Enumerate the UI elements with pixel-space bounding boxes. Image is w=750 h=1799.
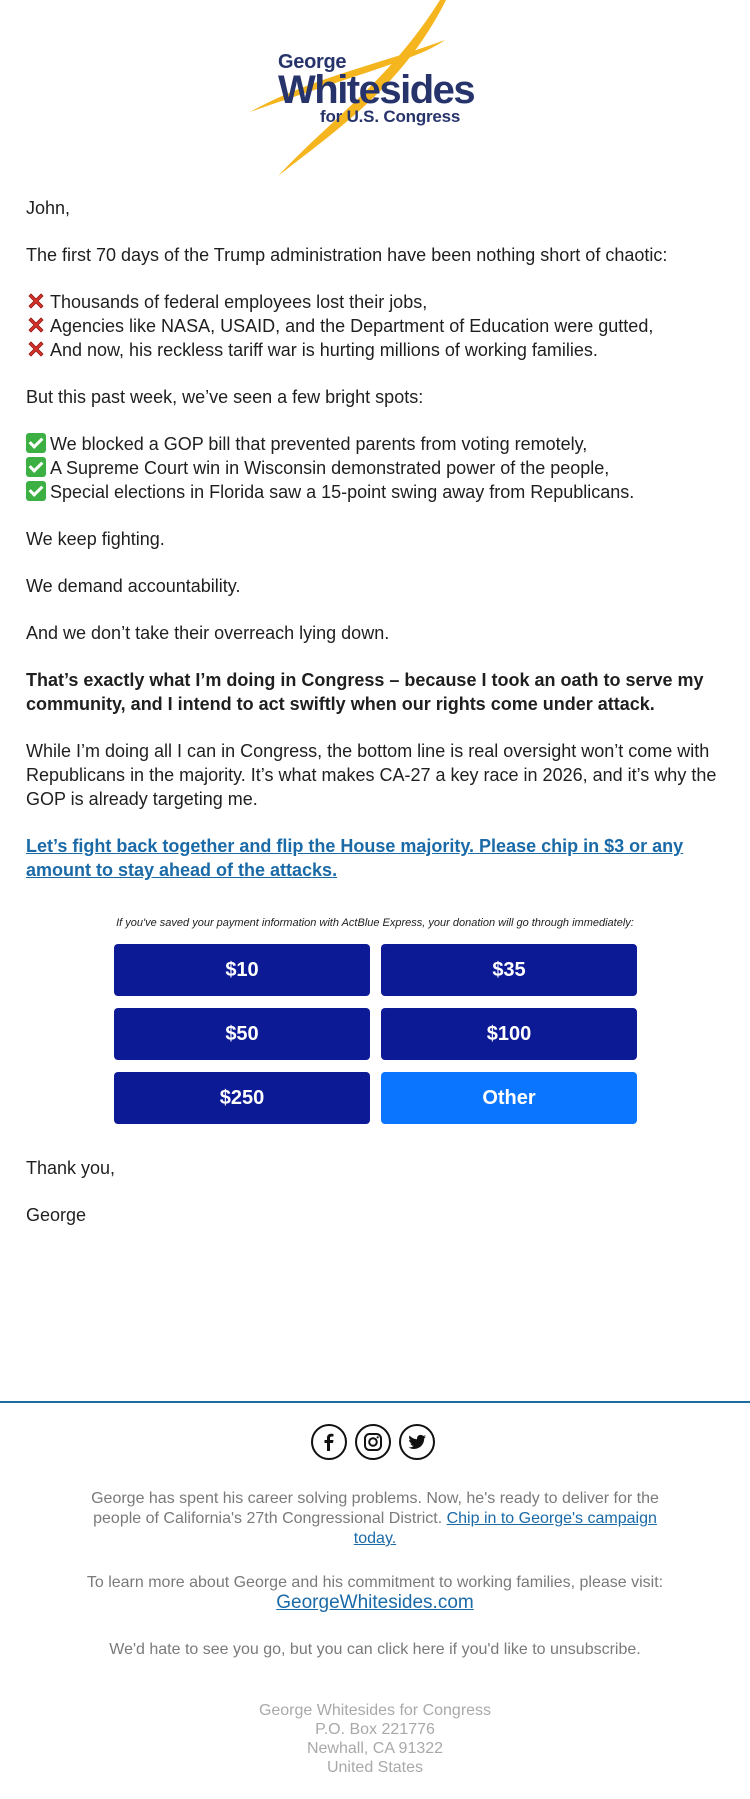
signature-name: George xyxy=(26,1205,87,1225)
donate-100-button[interactable]: $100 xyxy=(381,1008,637,1060)
list-item xyxy=(26,290,726,314)
instagram-icon xyxy=(363,1432,383,1452)
email-body xyxy=(26,196,726,905)
campaign-logo xyxy=(240,0,510,180)
red-x-icon xyxy=(26,291,46,311)
instagram-link[interactable] xyxy=(355,1424,391,1460)
twitter-icon xyxy=(407,1432,427,1452)
list-item xyxy=(26,314,726,338)
donate-250-button[interactable]: $250 xyxy=(114,1072,370,1124)
list-item-text: We blocked a GOP bill that prevented parents from voting remotely, xyxy=(50,434,588,454)
logo-last-name: Whitesides xyxy=(278,68,475,112)
logo-tagline: for U.S. Congress xyxy=(320,107,461,126)
list-item xyxy=(26,456,726,480)
list-item-text: Agencies like NASA, USAID, and the Department of Education were gutted, xyxy=(50,316,654,336)
footer-address xyxy=(0,1701,750,1777)
donate-other-button[interactable]: Other xyxy=(381,1072,637,1124)
list-item-text: A Supreme Court win in Wisconsin demonstrated power of the people, xyxy=(50,458,610,478)
actblue-express-note: If you've saved your payment information with ActBlue Express, your donation will go through immediately: xyxy=(116,917,634,929)
list-item-text: Thousands of federal employees lost their jobs, xyxy=(50,292,428,312)
footer-chip-in-link[interactable]: Chip in to George's campaign today. xyxy=(353,1510,657,1547)
address-line: George Whitesides for Congress xyxy=(258,1702,492,1719)
good-news-list xyxy=(26,432,726,504)
footer-unsubscribe[interactable]: We'd hate to see you go, but you can click here if you'd like to unsubscribe. xyxy=(109,1641,641,1658)
green-check-icon xyxy=(26,433,46,453)
green-check-icon xyxy=(26,481,46,501)
donate-10-button[interactable]: $10 xyxy=(114,944,370,996)
overreach-paragraph: And we don’t take their overreach lying down. xyxy=(26,623,390,643)
bad-news-list xyxy=(26,290,726,362)
list-item-text: And now, his reckless tariff war is hurting millions of working families. xyxy=(50,340,598,360)
intro-paragraph: The first 70 days of the Trump administration have been nothing short of chaotic: xyxy=(26,245,668,265)
footer-learn-more xyxy=(70,1573,680,1614)
red-x-icon xyxy=(26,339,46,359)
donate-50-button[interactable]: $50 xyxy=(114,1008,370,1060)
logo-first-name: George xyxy=(278,51,347,73)
red-x-icon xyxy=(26,315,46,335)
bright-spots-intro: But this past week, we’ve seen a few bright spots: xyxy=(26,387,424,407)
list-item xyxy=(26,338,726,362)
facebook-link[interactable] xyxy=(311,1424,347,1460)
footer-divider xyxy=(0,1401,750,1403)
oversight-paragraph: While I’m doing all I can in Congress, the bottom line is real oversight won’t come with Republicans in the majority. It’s what makes CA-27 a key race in 2026, and it’s why the GOP is already targeting me. xyxy=(26,741,717,809)
green-check-icon xyxy=(26,457,46,477)
footer-bio xyxy=(70,1489,680,1549)
signoff xyxy=(26,1156,115,1250)
facebook-icon xyxy=(319,1432,339,1452)
footer-website-link[interactable]: GeorgeWhitesides.com xyxy=(276,1592,474,1613)
oath-paragraph: That’s exactly what I’m doing in Congress – because I took an oath to serve my community, and I intend to act swiftly when our rights come under attack. xyxy=(26,670,704,714)
greeting: John, xyxy=(26,198,71,218)
donate-35-button[interactable]: $35 xyxy=(381,944,637,996)
donate-cta-link[interactable]: Let’s fight back together and flip the House majority. Please chip in $3 or any amount to stay ahead of the attacks. xyxy=(26,836,684,880)
list-item-text: Special elections in Florida saw a 15-point swing away from Republicans. xyxy=(50,482,635,502)
address-line: P.O. Box 221776 xyxy=(315,1721,435,1738)
footer-learn-more-text: To learn more about George and his commitment to working families, please visit: xyxy=(86,1574,664,1591)
address-line: United States xyxy=(326,1759,424,1776)
list-item xyxy=(26,480,726,504)
thanks-text: Thank you, xyxy=(26,1158,116,1178)
address-line: Newhall, CA 91322 xyxy=(306,1740,444,1757)
fighting-paragraph: We keep fighting. xyxy=(26,529,165,549)
twitter-link[interactable] xyxy=(399,1424,435,1460)
list-item xyxy=(26,432,726,456)
accountability-paragraph: We demand accountability. xyxy=(26,576,241,596)
footer-bio-text: George has spent his career solving problems. Now, he's ready to deliver for the people of California's 27th Congressional District. xyxy=(91,1490,659,1527)
